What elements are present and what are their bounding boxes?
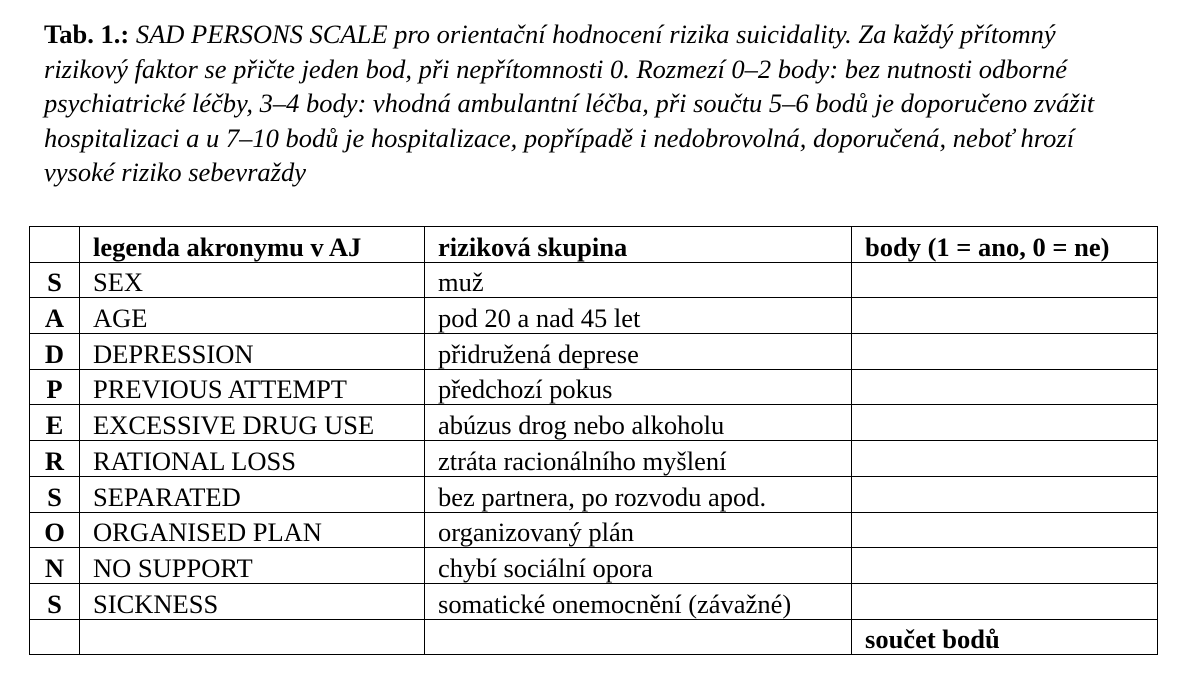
row-points [852, 262, 1158, 298]
header-points: body (1 = ano, 0 = ne) [852, 227, 1158, 263]
footer-empty-cell [80, 619, 425, 655]
row-letter: N [30, 548, 80, 584]
row-letter: S [30, 262, 80, 298]
row-letter: R [30, 441, 80, 477]
row-points [852, 298, 1158, 334]
row-acronym: PREVIOUS ATTEMPT [80, 369, 425, 405]
row-acronym: ORGANISED PLAN [80, 512, 425, 548]
table-row [30, 476, 1158, 512]
row-risk-group: chybí sociální opora [425, 548, 852, 584]
row-points [852, 512, 1158, 548]
header-acronym-legend: legenda akronymu v AJ [80, 227, 425, 263]
row-risk-group: bez partnera, po rozvodu apod. [425, 476, 852, 512]
row-acronym: SEPARATED [80, 476, 425, 512]
row-letter: A [30, 298, 80, 334]
row-points [852, 583, 1158, 619]
header-risk-group: riziková skupina [425, 227, 852, 263]
points-sum-label: součet bodů [852, 619, 1158, 655]
row-letter: E [30, 405, 80, 441]
row-letter: P [30, 369, 80, 405]
table-row [30, 298, 1158, 334]
row-acronym: AGE [80, 298, 425, 334]
row-letter: S [30, 476, 80, 512]
header-letter [30, 227, 80, 263]
table-header-row [30, 227, 1158, 263]
table-row [30, 405, 1158, 441]
table-row [30, 334, 1158, 370]
row-risk-group: pod 20 a nad 45 let [425, 298, 852, 334]
row-risk-group: abúzus drog nebo alkoholu [425, 405, 852, 441]
row-risk-group: předchozí pokus [425, 369, 852, 405]
row-acronym: RATIONAL LOSS [80, 441, 425, 477]
row-acronym: SICKNESS [80, 583, 425, 619]
table-row [30, 262, 1158, 298]
caption-text: SAD PERSONS SCALE pro orientační hodnocení rizika suicidality. Za každý přítomný rizikový faktor se přičte jeden bod, při nepřítomnosti 0. Rozmezí 0–2 body: bez nutnosti odborné psychiatrické léčby, 3–4 body: vhodná ambulantní léčba, při součtu 5–6 bodů je doporučeno zvážit hospitalizaci a u 7–10 bodů je hospitalizace, popřípadě i nedobrovolná, doporučená, neboť hrozí vysoké riziko sebevraždy [44, 19, 1095, 187]
table-caption [44, 17, 1144, 190]
row-risk-group: somatické onemocnění (závažné) [425, 583, 852, 619]
row-risk-group: ztráta racionálního myšlení [425, 441, 852, 477]
row-acronym: NO SUPPORT [80, 548, 425, 584]
row-risk-group: muž [425, 262, 852, 298]
row-letter: S [30, 583, 80, 619]
table-row [30, 441, 1158, 477]
row-risk-group: přidružená deprese [425, 334, 852, 370]
row-acronym: DEPRESSION [80, 334, 425, 370]
footer-empty-cell [425, 619, 852, 655]
row-points [852, 441, 1158, 477]
row-acronym: EXCESSIVE DRUG USE [80, 405, 425, 441]
table-row [30, 548, 1158, 584]
caption-label: Tab. 1.: [44, 19, 136, 49]
sad-persons-table [29, 226, 1158, 655]
row-letter: D [30, 334, 80, 370]
row-points [852, 476, 1158, 512]
footer-empty-cell [30, 619, 80, 655]
row-points [852, 548, 1158, 584]
table-row [30, 583, 1158, 619]
row-risk-group: organizovaný plán [425, 512, 852, 548]
table-row [30, 512, 1158, 548]
table-row [30, 369, 1158, 405]
table-footer-row [30, 619, 1158, 655]
row-points [852, 405, 1158, 441]
row-points [852, 334, 1158, 370]
row-letter: O [30, 512, 80, 548]
row-points [852, 369, 1158, 405]
row-acronym: SEX [80, 262, 425, 298]
